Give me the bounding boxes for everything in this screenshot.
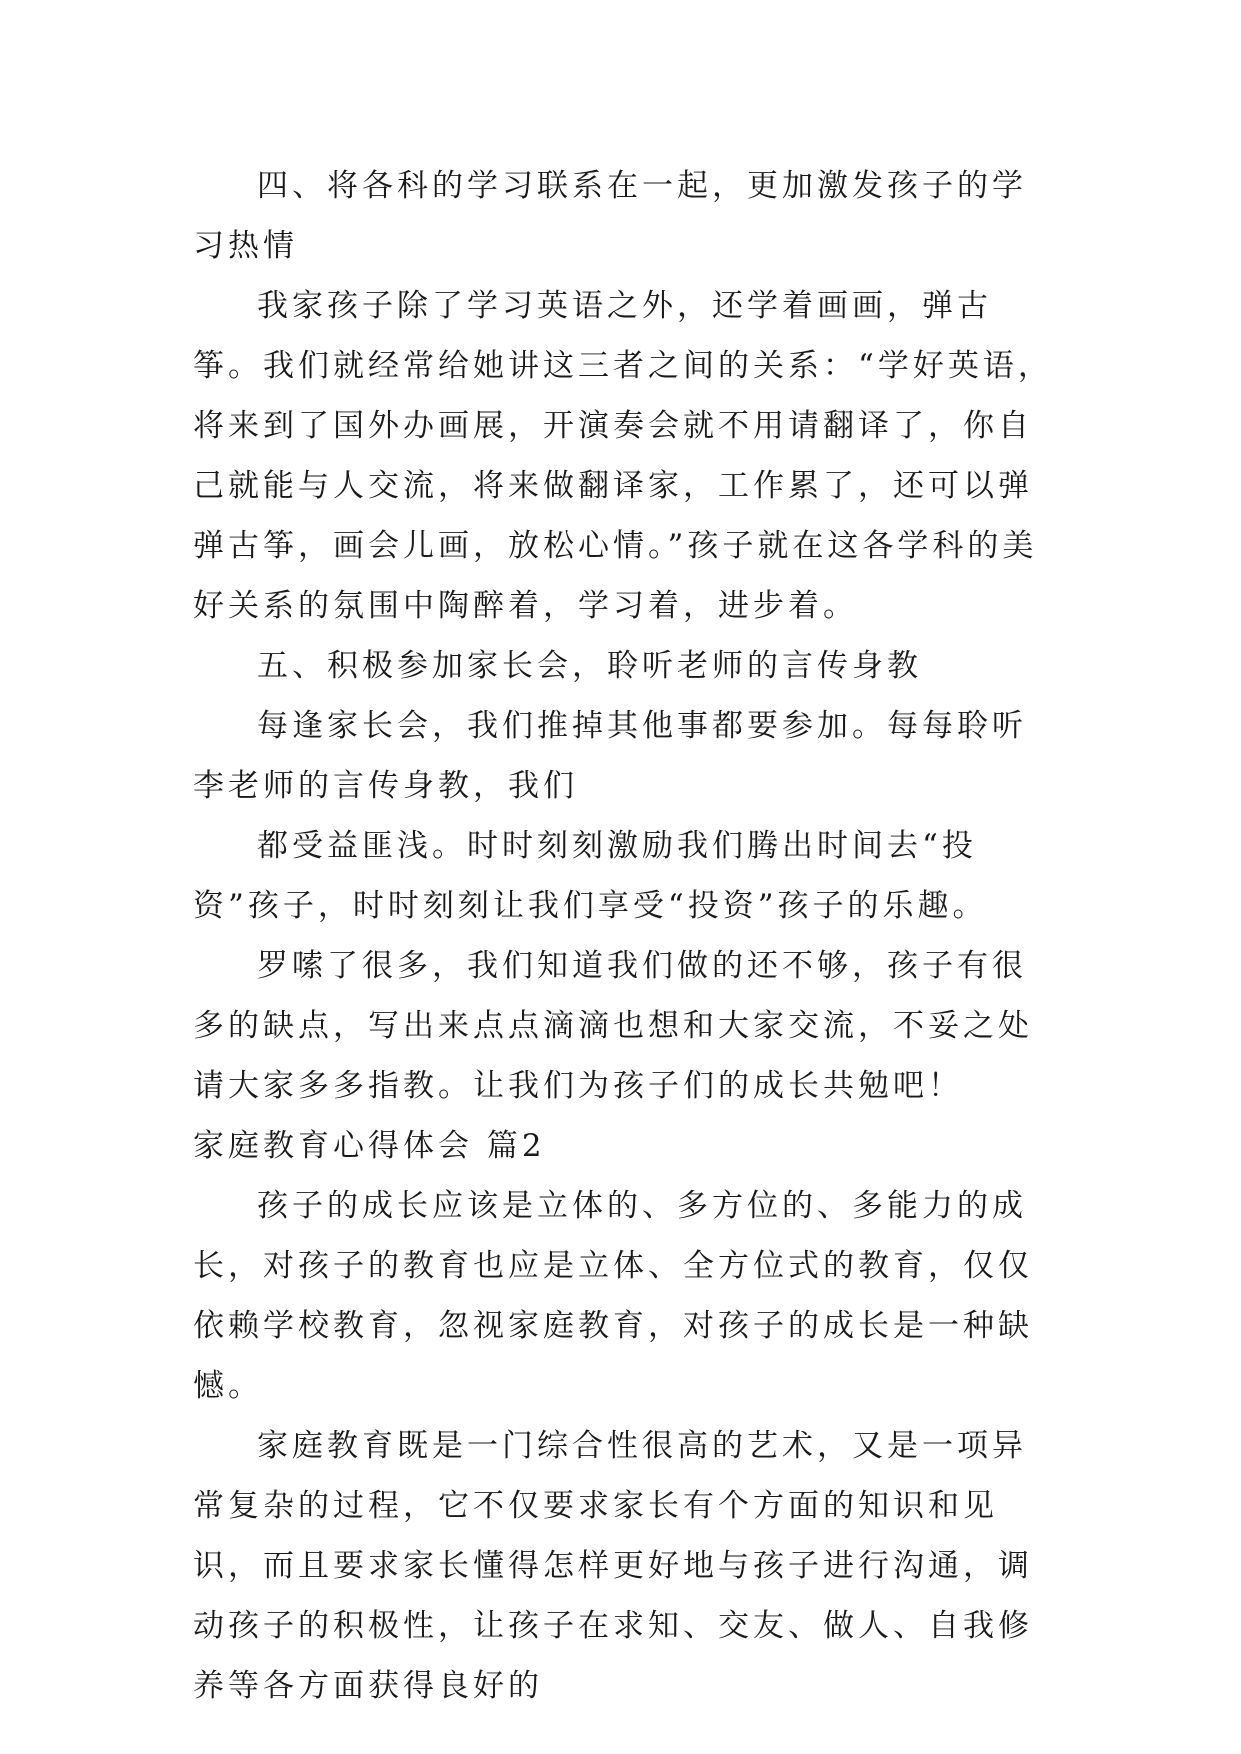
article-title: 家庭教育心得体会 篇2 [193, 1128, 546, 1164]
section-heading-five: 五、积极参加家长会，聆听老师的言传身教 [257, 648, 922, 684]
document-body [193, 156, 1053, 1716]
body-paragraph: 都受益匪浅。时时刻刻激励我们腾出时间去“投资”孩子，时时刻刻让我们享受“投资”孩子的乐趣。 [193, 828, 988, 924]
body-paragraph: 每逢家长会，我们推掉其他事都要参加。每每聆听李老师的言传身教，我们 [193, 708, 1027, 804]
body-paragraph: 罗嗦了很多，我们知道我们做的还不够，孩子有很多的缺点，写出来点点滴滴也想和大家交流，不妥之处请大家多多指教。让我们为孩子们的成长共勉吧！ [193, 948, 1033, 1104]
body-paragraph: 孩子的成长应该是立体的、多方位的、多能力的成长，对孩子的教育也应是立体、全方位式的教育，仅仅依赖学校教育，忽视家庭教育，对孩子的成长是一种缺憾。 [193, 1188, 1033, 1404]
body-paragraph: 我家孩子除了学习英语之外，还学着画画，弹古筝。我们就经常给她讲这三者之间的关系：“学好英语，将来到了国外办画展，开演奏会就不用请翻译了，你自己就能与人交流，将来做翻译家，工作累了，还可以弹弹古筝，画会儿画，放松心情。”孩子就在这各学科的美好关系的氛围中陶醉着，学习着，进步着。 [193, 288, 1053, 624]
section-heading-four: 四、将各科的学习联系在一起，更加激发孩子的学习热情 [193, 168, 1027, 264]
body-paragraph: 家庭教育既是一门综合性很高的艺术，又是一项异常复杂的过程，它不仅要求家长有个方面的知识和见识，而且要求家长懂得怎样更好地与孩子进行沟通，调动孩子的积极性，让孩子在求知、交友、做人、自我修养等各方面获得良好的 [193, 1428, 1033, 1704]
